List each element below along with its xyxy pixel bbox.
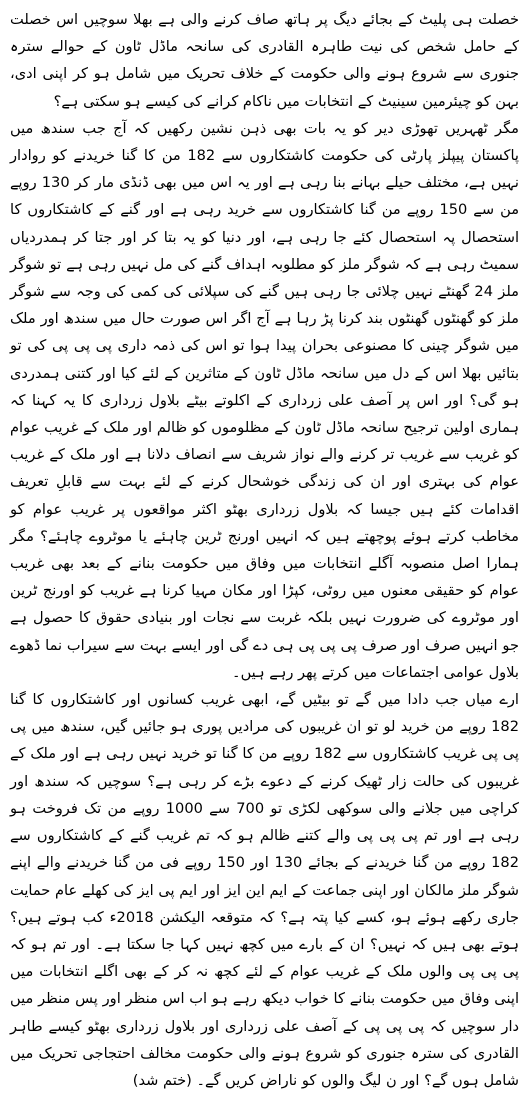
- article-paragraph-3: ارے میاں جب دادا میں گے تو بیٹیں گے، ابھی غریب کسانوں اور کاشتکاروں کا گنا 182 روپے من خرید لو تو ان غریبوں کی مرادیں پوری ہو جائیں گیں، سندھ میں پی پی پی غریب کاشتکاروں سے 182 روپے من کا گنا تو خرید نہیں رہی ہے اور ملک کے غریبوں کی حالت زار ٹھیک کرنے کے دعوے بڑے کر رہی ہے؟ سوچیں کہ سندھ اور کراچی میں جلانے والی سوکھی لکڑی تو 700 سے 1000 روپے من تک فروخت ہو رہی ہے اور تم پی پی پی والے کتنے ظالم ہو کہ تم غریب گنے کے کاشتکاروں سے 182 روپے من گنا خریدنے کے بجائے 130 اور 150 روپے فی من گنا خریدنے والے اپنے شوگر ملز مالکان اور اپنی جماعت کے ایم این ایز اور ایم پی ایز کی کھلے عام حمایت جاری رکھے ہوئے ہو، کسے کیا پتہ ہے؟ کہ متوقعہ الیکشن 2018ء کب ہوتے ہیں؟ ہوتے بھی ہیں کہ نہیں؟ ان کے بارے میں کچھ نہیں کہا جا سکتا ہے۔ اور تم ہو کہ پی پی پی والوں ملک کے غریب عوام کے لئے کچھ نہ کر کے بھی اگلے انتخابات میں اپنی وفاق میں حکومت بنانے کا خواب دیکھ رہے ہو اب اس منظر اور پس منظر میں دار سوچیں کہ پی پی پی کے آصف علی زرداری اور بلاول زرداری بھٹو کیسے طاہر القادری کی سترہ جنوری کو شروع ہونے والی حکومت مخالف احتجاجی تحریک میں شامل ہوں گے؟ اور ن لیگ والوں کو ناراض کریں گے۔ (ختم شد): [10, 691, 519, 1089]
- article-paragraph-1: خصلت ہی پلیٹ کے بجائے دیگ پر ہاتھ صاف کرنے والی ہے بھلا سوچیں اس خصلت کے حامل شخص کی نیت طاہرہ القادری کی سانحہ ماڈل ٹاون کے حوالے سترہ جنوری سے شروع ہونے والی حکومت کے خلاف تحریک میں شامل ہو کر اپنی ادی، بہن کو چیئرمین سینیٹ کے انتخابات میں ناکام کرانے کی کیسے ہو سکتی ہے؟: [10, 11, 519, 110]
- article-paragraph-2: مگر ٹھہریں تھوڑی دیر کو یہ بات بھی ذہن نشین رکھیں کہ آج جب سندھ میں پاکستان پیپلز پارٹی کی حکومت کاشتکاروں سے 182 من کا گنا خریدنے کو روادار نہیں ہے، مختلف حیلے بہانے بنا رہی ہے اور یہ اس میں بھی ڈنڈی مار کر 130 روپے من سے 150 روپے من گنا کاشتکاروں سے خرید رہی ہے اور گنے کے کاشتکاروں کا استحصال پہ استحصال کئے جا رہی ہے، اور دنیا کو یہ بتا کر اور جتا کر ہمدردیاں سمیٹ رہی ہے کہ شوگر ملز کو مطلوبہ اہداف گنے کی مل نہیں رہی ہے تو شوگر ملز 24 گھنٹے نہیں چلائی جا رہی ہیں گنے کی سپلائی کی کمی کی وجہ سے شوگر ملز کو گھنٹوں گھنٹوں بند کرنا پڑ رہا ہے آج اگر اس صورت حال میں سندھ اور ملک میں شوگر چینی کا مصنوعی بحران پیدا ہوا تو اس کی ذمہ داری پی پی پی کی تو بتائیں بھلا اس کے دل میں سانحہ ماڈل ٹاون کے متاثرین کے لئے کیا اور کتنی ہمدردی ہو گی؟ اور اس پر آصف علی زرداری کے اکلوتے بیٹے بلاول زرداری کا یہ کہنا کہ ہماری اولین ترجیح سانحہ ماڈل ٹاون کے مظلوموں کو ظالم اور ملک کے غریب عوام کو غریب سے غریب تر کرنے والے نواز شریف سے انصاف دلانا ہے اور ملک کے غریب عوام کی بہتری اور ان کی زندگی خوشحال کرنے کے لئے بہت سے قابلِ تعریف اقدامات کئے ہیں جیسا کہ بلاول زرداری بھٹو اکثر مواقعوں پر غریب عوام کو مخاطب کرتے ہوئے پوچھتے ہیں کہ انہیں اورنج ٹرین چاہئے یا موٹروے چاہئے؟ مگر ہمارا اصل منصوبہ آگلے انتخابات میں وفاق میں حکومت بنانے کے بعد بھی غریب عوام کو حقیقی معنوں میں روٹی، کپڑا اور مکان مہیا کرنا ہے غریب کو اورنج ٹرین اور موٹروے کی ضرورت نہیں بلکہ غربت سے نجات اور بنیادی حقوق کا حصول ہے جو انہیں صرف اور صرف پی پی پی ہی دے گی اور ایسے بہت سے سیراب نما ڈھوے بلاول عوامی اجتماعات میں کرتے پھر رہے ہیں۔: [10, 119, 520, 681]
